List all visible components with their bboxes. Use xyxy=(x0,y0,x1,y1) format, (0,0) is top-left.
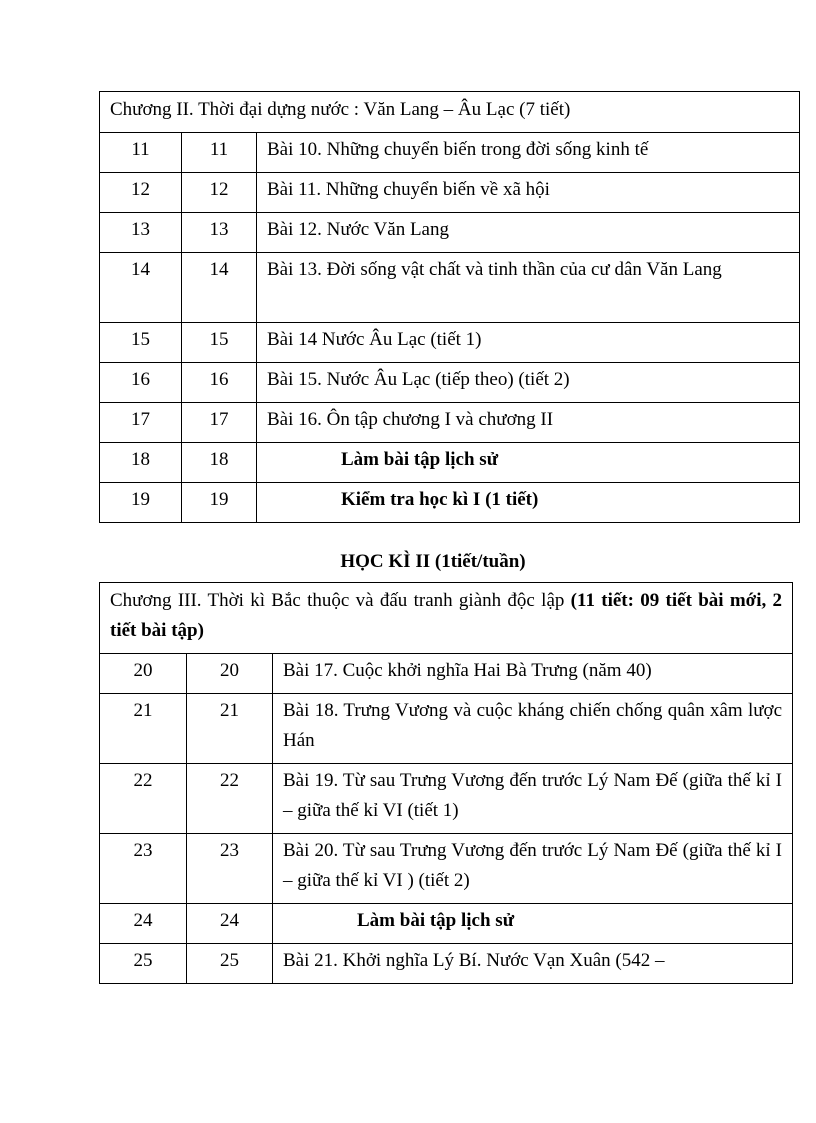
week-number: 20 xyxy=(100,654,187,694)
chapter-header-row xyxy=(100,583,793,654)
table-row xyxy=(100,253,800,323)
chapter-title-text: Chương III. Thời kì Bắc thuộc và đấu tranh giành độc lập xyxy=(110,590,565,611)
week-number: 13 xyxy=(100,213,182,253)
semester-title-text: HỌC KÌ II (1tiết/tuần) xyxy=(340,551,526,572)
week-number: 19 xyxy=(100,483,182,523)
lesson-title: Làm bài tập lịch sử xyxy=(257,443,800,483)
lesson-title: Bài 19. Từ sau Trưng Vương đến trước Lý Nam Đế (giữa thế kỉ I – giữa thế kỉ VI (tiết 1) xyxy=(273,764,793,834)
week-number: 22 xyxy=(100,764,187,834)
table-row xyxy=(100,694,793,764)
period-number: 14 xyxy=(182,253,257,323)
period-number: 21 xyxy=(187,694,273,764)
period-number: 25 xyxy=(187,944,273,984)
week-number: 14 xyxy=(100,253,182,323)
week-number: 25 xyxy=(100,944,187,984)
lesson-title: Bài 10. Những chuyển biến trong đời sống kinh tế xyxy=(257,133,800,173)
week-number: 23 xyxy=(100,834,187,904)
week-number: 16 xyxy=(100,363,182,403)
chapter-title xyxy=(100,583,793,654)
table-row xyxy=(100,944,793,984)
table-row xyxy=(100,764,793,834)
period-number: 12 xyxy=(182,173,257,213)
chapter-title-bold: (11 tiết: 09 tiết bài mới, 2 tiết bài tập) xyxy=(110,590,783,641)
period-number: 13 xyxy=(182,213,257,253)
lesson-title: Bài 17. Cuộc khởi nghĩa Hai Bà Trưng (năm 40) xyxy=(273,654,793,694)
table-row xyxy=(100,483,800,523)
lesson-table-semester-1 xyxy=(99,91,800,523)
period-number: 11 xyxy=(182,133,257,173)
table-row xyxy=(100,654,793,694)
table-row xyxy=(100,443,800,483)
table-row xyxy=(100,173,800,213)
period-number: 23 xyxy=(187,834,273,904)
table-row xyxy=(100,403,800,443)
table-row xyxy=(100,834,793,904)
week-number: 11 xyxy=(100,133,182,173)
period-number: 19 xyxy=(182,483,257,523)
lesson-title: Bài 15. Nước Âu Lạc (tiếp theo) (tiết 2) xyxy=(257,363,800,403)
lesson-title: Bài 12. Nước Văn Lang xyxy=(257,213,800,253)
table-row xyxy=(100,363,800,403)
period-number: 20 xyxy=(187,654,273,694)
period-number: 17 xyxy=(182,403,257,443)
period-number: 15 xyxy=(182,323,257,363)
period-number: 22 xyxy=(187,764,273,834)
lesson-title: Bài 11. Những chuyển biến về xã hội xyxy=(257,173,800,213)
lesson-title: Bài 16. Ôn tập chương I và chương II xyxy=(257,403,800,443)
lesson-title: Bài 14 Nước Âu Lạc (tiết 1) xyxy=(257,323,800,363)
period-number: 16 xyxy=(182,363,257,403)
chapter-header-row xyxy=(100,92,800,133)
week-number: 12 xyxy=(100,173,182,213)
lesson-title: Bài 20. Từ sau Trưng Vương đến trước Lý Nam Đế (giữa thế kỉ I – giữa thế kỉ VI ) (tiết 2) xyxy=(273,834,793,904)
table-row xyxy=(100,133,800,173)
table-row xyxy=(100,213,800,253)
chapter-title: Chương II. Thời đại dựng nước : Văn Lang – Âu Lạc (7 tiết) xyxy=(100,92,800,133)
semester-title xyxy=(0,551,816,573)
lesson-title: Bài 13. Đời sống vật chất và tinh thần của cư dân Văn Lang xyxy=(257,253,800,323)
week-number: 15 xyxy=(100,323,182,363)
period-number: 24 xyxy=(187,904,273,944)
period-number: 18 xyxy=(182,443,257,483)
table-row xyxy=(100,904,793,944)
week-number: 18 xyxy=(100,443,182,483)
week-number: 17 xyxy=(100,403,182,443)
lesson-title: Kiểm tra học kì I (1 tiết) xyxy=(257,483,800,523)
lesson-title: Bài 21. Khởi nghĩa Lý Bí. Nước Vạn Xuân (542 – xyxy=(273,944,793,984)
week-number: 24 xyxy=(100,904,187,944)
lesson-table-semester-2 xyxy=(99,582,793,984)
table-row xyxy=(100,323,800,363)
week-number: 21 xyxy=(100,694,187,764)
lesson-title: Bài 18. Trưng Vương và cuộc kháng chiến chống quân xâm lược Hán xyxy=(273,694,793,764)
lesson-title: Làm bài tập lịch sử xyxy=(273,904,793,944)
